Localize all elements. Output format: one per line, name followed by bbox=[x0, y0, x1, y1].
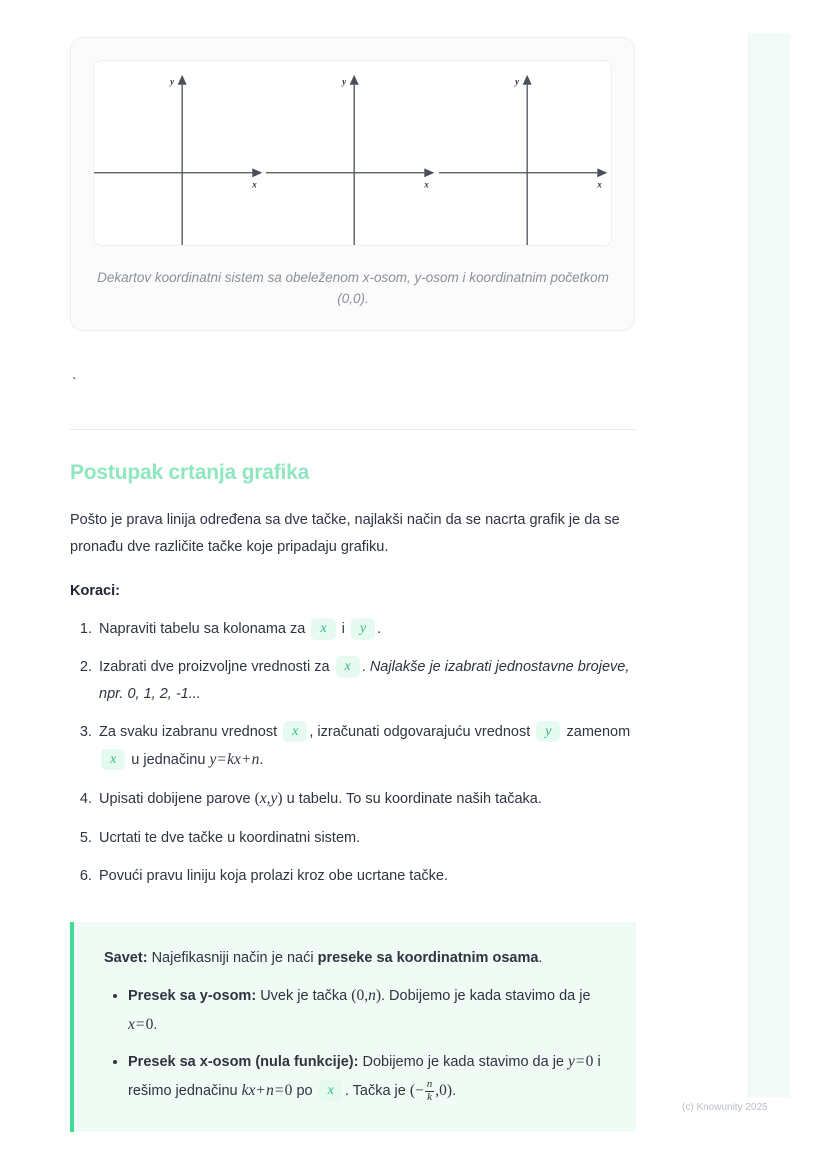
step-text: zamenom bbox=[566, 723, 631, 740]
paren-close: ) bbox=[375, 987, 381, 1005]
step-text: Za svaku izabranu vrednost bbox=[99, 723, 278, 740]
math-n: n bbox=[266, 1082, 274, 1100]
paren-open: ( bbox=[409, 1082, 416, 1100]
bullet-label-x-intercept: Presek sa x-osom (nula funkcije): bbox=[128, 1054, 359, 1071]
equation-equals: = bbox=[135, 1015, 145, 1033]
callout-bullets bbox=[104, 982, 610, 1106]
paren-close: ) bbox=[446, 1082, 453, 1100]
callout-lead-text: Najefikasniji način je naći bbox=[151, 949, 314, 966]
step-text: , izračunati odgovarajuću vrednost bbox=[309, 723, 531, 740]
equation-x: x bbox=[128, 1015, 135, 1033]
svg-text:y: y bbox=[342, 76, 347, 87]
figure-caption: Dekartov koordinatni sistem sa obeleženom x-osom, y-osom i koordinatnim početkom (0,0). bbox=[97, 270, 609, 306]
callout-lead bbox=[104, 946, 610, 971]
math-zero: 0 bbox=[439, 1082, 447, 1100]
step-italic-note: Najlakše je izabrati jednostavne brojeve, npr. 0, 1, 2, -1... bbox=[99, 659, 630, 703]
list-item bbox=[128, 1048, 610, 1105]
svg-text:x: x bbox=[424, 179, 430, 190]
coordinate-axes-1 bbox=[94, 61, 266, 245]
math-chip-x: x bbox=[319, 1080, 343, 1102]
right-edge-strip bbox=[748, 33, 790, 1097]
bullet-text: Uvek je tačka bbox=[260, 988, 348, 1005]
list-item bbox=[96, 825, 636, 852]
list-item bbox=[96, 863, 636, 890]
step-text: Izabrati dve proizvoljne vrednosti za bbox=[99, 659, 330, 676]
figure-card bbox=[70, 37, 635, 331]
math-comma: , bbox=[364, 987, 369, 1005]
coordinate-axes-3 bbox=[439, 61, 611, 245]
axes-svg-3 bbox=[439, 61, 611, 245]
paren-close: ) bbox=[277, 790, 283, 808]
math-n: n bbox=[368, 987, 376, 1005]
bullet-end: . bbox=[452, 1083, 457, 1100]
footer-copyright: (c) Knowunity 2025 bbox=[682, 1102, 768, 1113]
list-item bbox=[96, 616, 636, 643]
step-text: . bbox=[377, 621, 382, 638]
math-chip-x: x bbox=[283, 721, 307, 743]
step-text: Povući pravu liniju koja prolazi kroz obe ucrtane tačke. bbox=[99, 867, 448, 884]
list-item bbox=[128, 982, 610, 1039]
callout-lead-label: Savet: bbox=[104, 949, 148, 966]
equation-kx: kx bbox=[227, 750, 241, 768]
bullet-text: . Dobijemo je kada stavimo da je bbox=[380, 988, 591, 1005]
equation-equals: = bbox=[575, 1053, 585, 1071]
callout-lead-end: . bbox=[538, 949, 543, 966]
equation-y: y bbox=[209, 750, 217, 768]
bullet-text: Dobijemo je kada stavimo da je bbox=[362, 1054, 564, 1071]
math-chip-y: y bbox=[351, 618, 375, 640]
step-text: i bbox=[341, 621, 345, 638]
equation-equals: = bbox=[217, 750, 227, 768]
page-title: Postupak crtanja grafika bbox=[70, 460, 310, 484]
step-text: . bbox=[361, 659, 366, 676]
axes-svg-1 bbox=[94, 61, 266, 245]
coordinate-axes-2 bbox=[266, 61, 438, 245]
intro-paragraph: Pošto je prava linija određena sa dve tačke, najlakši način da se nacrta grafik je da se pronađu dve različite tačke koje pripadaju grafiku. bbox=[70, 511, 620, 555]
stray-backtick: ` bbox=[70, 375, 79, 392]
fraction-numerator: n bbox=[426, 1078, 433, 1091]
procedure-section bbox=[70, 461, 636, 890]
step-text: Napraviti tabelu sa kolonama za bbox=[99, 621, 306, 638]
bullet-text: po bbox=[296, 1083, 313, 1100]
step-text: u jednačinu bbox=[131, 751, 206, 768]
equation-plus: + bbox=[241, 750, 251, 768]
math-comma: , bbox=[435, 1082, 440, 1100]
paren-open: ( bbox=[351, 987, 357, 1005]
section-divider bbox=[70, 429, 636, 430]
callout-lead-emphasis: preseke sa koordinatnim osama bbox=[317, 949, 539, 966]
bullet-end: . bbox=[153, 1016, 158, 1033]
bullet-text: . Tačka je bbox=[344, 1083, 406, 1100]
list-item bbox=[96, 785, 636, 814]
math-zero: 0 bbox=[356, 987, 365, 1005]
math-kx: kx bbox=[241, 1082, 256, 1100]
math-y: y bbox=[270, 790, 278, 808]
equation-equals: = bbox=[274, 1082, 284, 1100]
steps-label: Koraci: bbox=[70, 583, 120, 600]
paren-open: ( bbox=[254, 790, 260, 808]
fraction-denominator: k bbox=[425, 1091, 435, 1104]
equation-n: n bbox=[251, 750, 260, 768]
math-y: y bbox=[568, 1053, 575, 1071]
step-text: u tabelu. To su koordinate naših tačaka. bbox=[286, 791, 542, 808]
math-chip-x: x bbox=[311, 618, 335, 640]
step-text: Ucrtati te dve tačke u koordinatni sistem. bbox=[99, 830, 361, 847]
bullet-text: i rešimo jednačinu bbox=[128, 1054, 601, 1100]
list-item bbox=[96, 719, 636, 774]
math-zero: 0 bbox=[585, 1053, 594, 1071]
coordinate-systems-panel bbox=[93, 60, 612, 246]
step-text: . bbox=[259, 751, 264, 768]
math-zero: 0 bbox=[284, 1082, 293, 1100]
equation-zero: 0 bbox=[145, 1015, 154, 1033]
fraction-n-over-k bbox=[425, 1079, 435, 1104]
list-item bbox=[96, 654, 636, 708]
axes-svg-2 bbox=[266, 61, 438, 245]
bullet-label-y-intercept: Presek sa y-osom: bbox=[128, 988, 257, 1005]
steps-list bbox=[70, 616, 636, 889]
math-comma: , bbox=[266, 790, 271, 808]
step-text: Upisati dobijene parove bbox=[99, 791, 251, 808]
svg-text:y: y bbox=[170, 76, 175, 87]
svg-text:x: x bbox=[252, 179, 257, 190]
math-x: x bbox=[259, 790, 267, 808]
math-chip-y: y bbox=[536, 721, 560, 743]
svg-text:y: y bbox=[514, 76, 519, 87]
math-plus: + bbox=[256, 1082, 266, 1100]
math-chip-x: x bbox=[101, 749, 125, 771]
math-minus: − bbox=[415, 1082, 424, 1100]
tip-callout bbox=[70, 922, 636, 1132]
math-chip-x: x bbox=[336, 656, 360, 678]
svg-text:x: x bbox=[596, 179, 602, 190]
